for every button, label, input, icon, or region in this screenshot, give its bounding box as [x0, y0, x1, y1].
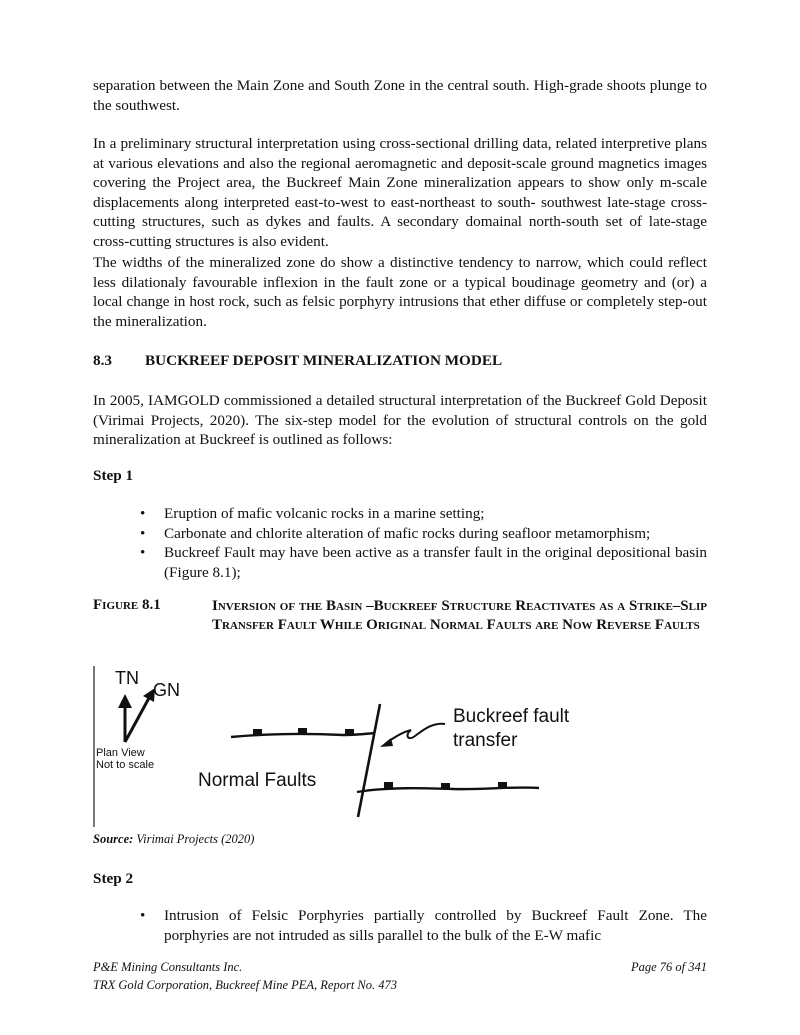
step-1-bullet-list [140, 504, 707, 582]
paragraph-iamgold-model: In 2005, IAMGOLD commissioned a detailed structural interpretation of the Buckreef Gold Deposit (Virimai Projects, 2020). The six-step model for the evolution of structural controls on the gold mineralization at Buckreef is outlined as follows: [93, 392, 707, 448]
page-footer [93, 958, 707, 994]
bullet-icon: • [140, 907, 146, 924]
fault-diagram [93, 664, 593, 829]
step-1-heading: Step 1 [93, 467, 134, 484]
section-number: 8.3 [93, 352, 112, 369]
step-2-heading: Step 2 [93, 870, 134, 887]
section-title: BUCKREEF DEPOSIT MINERALIZATION MODEL [145, 352, 503, 369]
footer-company: P&E Mining Consultants Inc. [93, 960, 243, 974]
buckreef-fault-label: Buckreef fault [453, 706, 570, 727]
not-to-scale-label: Not to scale [96, 759, 155, 771]
section-heading [93, 352, 502, 370]
list-item: • Buckreef Fault may have been active as a transfer fault in the original depositional basin (Figure 8.1); [140, 544, 707, 581]
paragraph-zone-separation: separation between the Main Zone and South Zone in the central south. High-grade shoots plunge to the southwest. [93, 77, 707, 114]
normal-faults-label: Normal Faults [198, 770, 317, 791]
bullet-icon: • [140, 544, 146, 561]
transfer-label: transfer [453, 730, 518, 751]
footer-report: TRX Gold Corporation, Buckreef Mine PEA, Report No. 473 [93, 978, 398, 992]
figure-label: Figure 8.1 [93, 597, 161, 613]
normal-fault-left [231, 728, 375, 737]
figure-source: Source: Virimai Projects (2020) [93, 832, 255, 846]
list-item: • Intrusion of Felsic Porphyries partially controlled by Buckreef Fault Zone. The porphyries are not intruded as sills parallel to the bulk of the E-W mafic [140, 907, 707, 944]
bullet-icon: • [140, 505, 146, 522]
normal-fault-right [357, 782, 539, 792]
buckreef-transfer-fault [358, 704, 380, 817]
figure-title: Inversion of the Basin –Buckreef Structure Reactivates as a Strike–Slip Transfer Fault While Original Normal Faults are Now Reverse Faults [212, 598, 707, 633]
list-item: • Carbonate and chlorite alteration of mafic rocks during seafloor metamorphism; [140, 524, 651, 542]
plan-view-label: Plan View [96, 747, 145, 759]
north-arrow-icon [118, 688, 155, 742]
true-north-label: TN [115, 668, 139, 688]
bullet-icon: • [140, 524, 146, 542]
list-item: • Eruption of mafic volcanic rocks in a marine setting; [140, 505, 485, 522]
figure-8-1-diagram [93, 664, 593, 829]
pointer-arrow-icon [380, 724, 445, 747]
footer-page-number: Page 76 of 341 [630, 960, 707, 974]
grid-north-label: GN [153, 680, 180, 700]
paragraph-structural-interpretation: In a preliminary structural interpretation using cross-sectional drilling data, related interpretive plans at various elevations and also the regional aeromagnetic and deposit-scale ground magnetics images covering the Project area, the Buckreef Main Zone mineralization appears to show only m-scale displacements along interpreted east-to-west to east-northeast to south- southwest late-stage cross-cutting structures, such as dykes and faults. A secondary domainal north-south set of late-stage cross-cutting structures is also evident. [93, 135, 707, 250]
step-2-bullet-list [140, 906, 707, 945]
paragraph-mineralized-widths: The widths of the mineralized zone do show a distinctive tendency to narrow, which could reflect less dilationaly favourable inflexion in the fault zone or a typical boudinage geometry and (or) a local change in host rock, such as felsic porphyry intrusions that ether diffuse or completely step-out the mineralization. [93, 254, 707, 330]
